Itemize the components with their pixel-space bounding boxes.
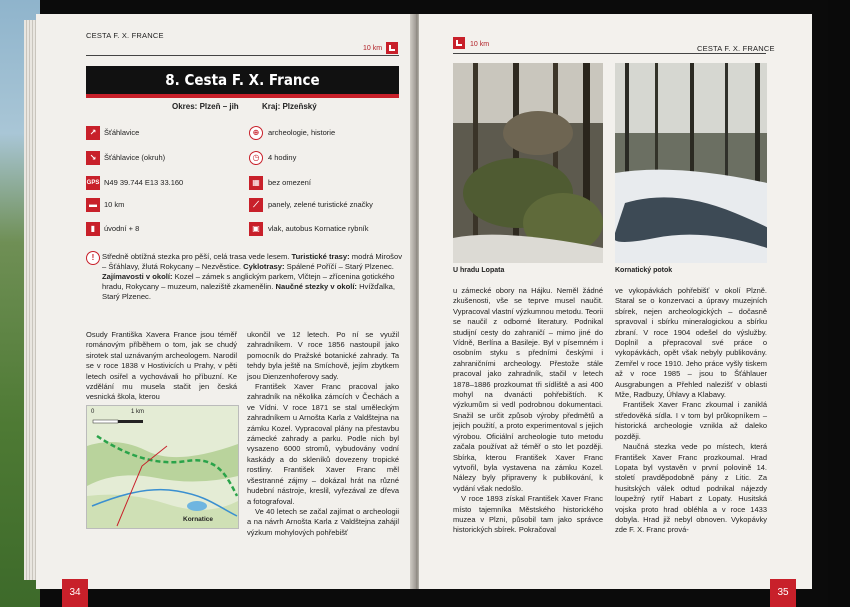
okres-label: Okres: Plzeň – jih xyxy=(172,102,239,111)
left-col2-p3: Ve 40 letech se začal zajímat o archeologii a na návrh Arnošta Karla z Valdštejna zahájil výzkum mohylových pohřebišť xyxy=(247,506,399,537)
intro-label-trasy: Turistické trasy: xyxy=(291,252,350,261)
photo2-caption: Kornatický potok xyxy=(615,267,673,274)
left-col-2 xyxy=(247,330,399,538)
map-place-label: Kornatice xyxy=(183,516,213,523)
page-number-right: 35 xyxy=(770,579,796,607)
info-stops: úvodní + 8 xyxy=(104,224,140,233)
info-time: 4 hodiny xyxy=(268,153,297,162)
intro-cyklo: Spálené Poříčí – Starý Plzenec. xyxy=(286,262,394,271)
focus-icon: ⊕ xyxy=(249,126,263,140)
intro-label-cyklo: Cyklotrasy: xyxy=(243,262,285,271)
stops-icon: ▮ xyxy=(86,222,100,236)
signs-icon: ⟋ xyxy=(249,198,263,212)
route-marker-icon xyxy=(386,42,398,54)
title-stripe xyxy=(86,94,399,98)
left-col1-text: Osudy Františka Xavera France jsou téměř románovým příběhem o tom, jak se chudý sirotek stal uznávaným archeologem. Narodil se v roce 1838 v Hostivicích u Prahy, v pěti letech osiřel a vychovávali ho příbuzní. Ke vzdělání mu musela stačit jen česká vesnická škola, kterou xyxy=(86,330,237,402)
header-rule-left xyxy=(86,55,399,56)
background-dark xyxy=(828,0,850,607)
photo-stream xyxy=(615,63,767,263)
intro-p1: Středně obtížná stezka pro pěší, celá trasa vede lesem. xyxy=(102,252,290,261)
photo-rocks xyxy=(453,63,603,263)
time-icon: ◷ xyxy=(249,151,263,165)
intro-trasy: modrá Mirošov – Šťáhlavy, žlutá Rokycany – Nezvěstice. xyxy=(102,252,402,271)
info-season: bez omezení xyxy=(268,178,311,187)
info-focus: archeologie, historie xyxy=(268,128,336,137)
info-transport: vlak, autobus Kornatice rybník xyxy=(268,224,369,233)
right-col-1 xyxy=(453,286,603,536)
right-col1-p1: u zámecké obory na Hájku. Neměl žádné zkušenosti, vše se teprve musel naučit. Vypracoval vlastní výzkumnou metodu. Teorii se naučil z odborné literatury. Podnikal studijní cesty do zahraničí – mimo jiné do Vídně, Berlína a Basileje. Byl v písemném i osobním styku s předními českými i zahraničními archeology. Přestože stále pracoval jako zahradník, stačil v letech 1878–1886 prozkoumat tři sídliště a asi 400 mohyl na dvanácti pohřebištích. K výzkumům si vedl podrobnou dokumentaci. Snažil se určit způsob výroby předmětů a jejich použití, a proto experimentoval s jejich výrobou. Oficiální archeologie tuto metodu začala používat až téměř o sto let později. Sbírka, kterou František Xaver Franc vytvořil, byla vystavena na zámku Kozel. Nálezy byly připraveny k publikování, k vydání však nedošlo. xyxy=(453,286,603,493)
km-tag-right: 10 km xyxy=(470,41,490,48)
running-head-right: CESTA F. X. FRANCE xyxy=(697,44,775,53)
km-tag-left: 10 km xyxy=(363,45,383,52)
intro-naucne: Hvížďalka, Starý Plzenec. xyxy=(102,282,395,301)
intro-zajimavosti: Kozel – zámek s anglickým parkem, Vlčtejn – zřícenina gotického hradu, Rokycany – muzeum, naleziště zkamenělin. xyxy=(102,272,395,291)
route-map xyxy=(86,405,239,529)
info-length: 10 km xyxy=(104,200,125,209)
intro-label-naucne: Naučné stezky v okolí: xyxy=(275,282,357,291)
left-col2-p2: František Xaver Franc pracoval jako zahradník na několika zámcích v Čechách a ve Vídni. V roce 1871 se stal uměleckým zahradníkem u Arnošta Karla z Valdštejna na zámku Kozel. Vypracoval plány na přestavbu zámecké zahrady a parku. Podle nich byl vysazeno 6000 stromů, vybudovány vodní kaskády a do skleníků dovezeny tropické rostliny. František Xaver Franc měl všestranné zájmy – dokázal hrát na různé hudební nástroje, kreslil, vyřezával ze dřeva a fotografoval. xyxy=(247,382,399,506)
info-circle-icon: ! xyxy=(86,251,100,265)
running-head-left: CESTA F. X. FRANCE xyxy=(86,31,164,40)
page-number-left: 34 xyxy=(62,579,88,607)
right-col2-p2: František Xaver Franc zkoumal i zaniklá středověká sídla. I v tom byl průkopníkem – historická archeologie vznikla až daleko později. xyxy=(615,400,767,441)
chapter-title: 8. Cesta F. X. France xyxy=(165,71,320,89)
info-signs: panely, zelené turistické značky xyxy=(268,200,373,209)
right-col2-p1: ve vykopávkách pohřebišť v okolí Plzně. Staral se o konzervaci a úpravy muzejních sbírek, nejen archeologických – dočasně spravoval i sbírku mineralogickou a sbírku zbraní. V roce 1904 odešel do výslužby. Doplnil a přepracoval své práce o vykopávkách, opět však nebyly publikovány. Zemřel v roce 1910. Jeho práce vyšly tiskem až v roce 1985 – jsou to Šťáhlauer Ausgrabungen a Přehled nalezišť v oblasti Mže, Radbuzy, Úhlavy a Klabavy. xyxy=(615,286,767,400)
right-col2-p3: Naučná stezka vede po místech, která František Xaver Franc prozkoumal. Hrad Lopata byl vystavěn v první polovině 14. století pravděpodobně pány z Litic. Za husitských válek odtud podnikal nájezdy loupežný rytíř Habart z Lopaty. Husitská vojska proto hrad obléhla a v roce 1433 dobyla. Hrad již nebyl obnoven. Vykopávky zde F. X. Franc prová- xyxy=(615,442,767,535)
right-col1-p2: V roce 1893 získal František Xaver Franc místo tajemníka Městského historického muzea v Plzni, působil tam jako správce historických sbírek. Pokračoval xyxy=(453,494,603,535)
route-marker-icon-right xyxy=(453,37,465,49)
intro-text xyxy=(102,252,402,302)
finish-icon: ↘ xyxy=(86,151,100,165)
info-start: Šťáhlavice xyxy=(104,128,140,137)
map-scale-zero: 0 xyxy=(91,409,95,415)
chapter-title-bar xyxy=(86,66,399,94)
info-gps: N49 39.744 E13 33.160 xyxy=(104,178,184,187)
start-icon: ↗ xyxy=(86,126,100,140)
map-scale-km: 1 km xyxy=(131,409,145,415)
header-rule-right xyxy=(453,53,766,54)
left-col2-p1: ukončil ve 12 letech. Po ní se využil zahradníkem. V roce 1856 nastoupil jako pomocník do Pražské botanické zahrady. Ta tehdy byla ještě na Smíchově, jejím zbytkem jsou Dienzenhoferovy sady. xyxy=(247,330,399,381)
season-icon: ▦ xyxy=(249,176,263,190)
length-icon: ▬ xyxy=(86,198,100,212)
info-finish: Šťáhlavice (okruh) xyxy=(104,153,166,162)
intro-label-zajimavosti: Zajímavosti v okolí: xyxy=(102,272,173,281)
right-col-2 xyxy=(615,286,767,536)
kraj-label: Kraj: Plzeňský xyxy=(262,102,317,111)
photo1-caption: U hradu Lopata xyxy=(453,267,505,274)
gps-icon: GPS xyxy=(86,176,100,190)
map-drawing xyxy=(87,406,238,528)
transport-icon: ▣ xyxy=(249,222,263,236)
left-col-1 xyxy=(86,330,237,403)
